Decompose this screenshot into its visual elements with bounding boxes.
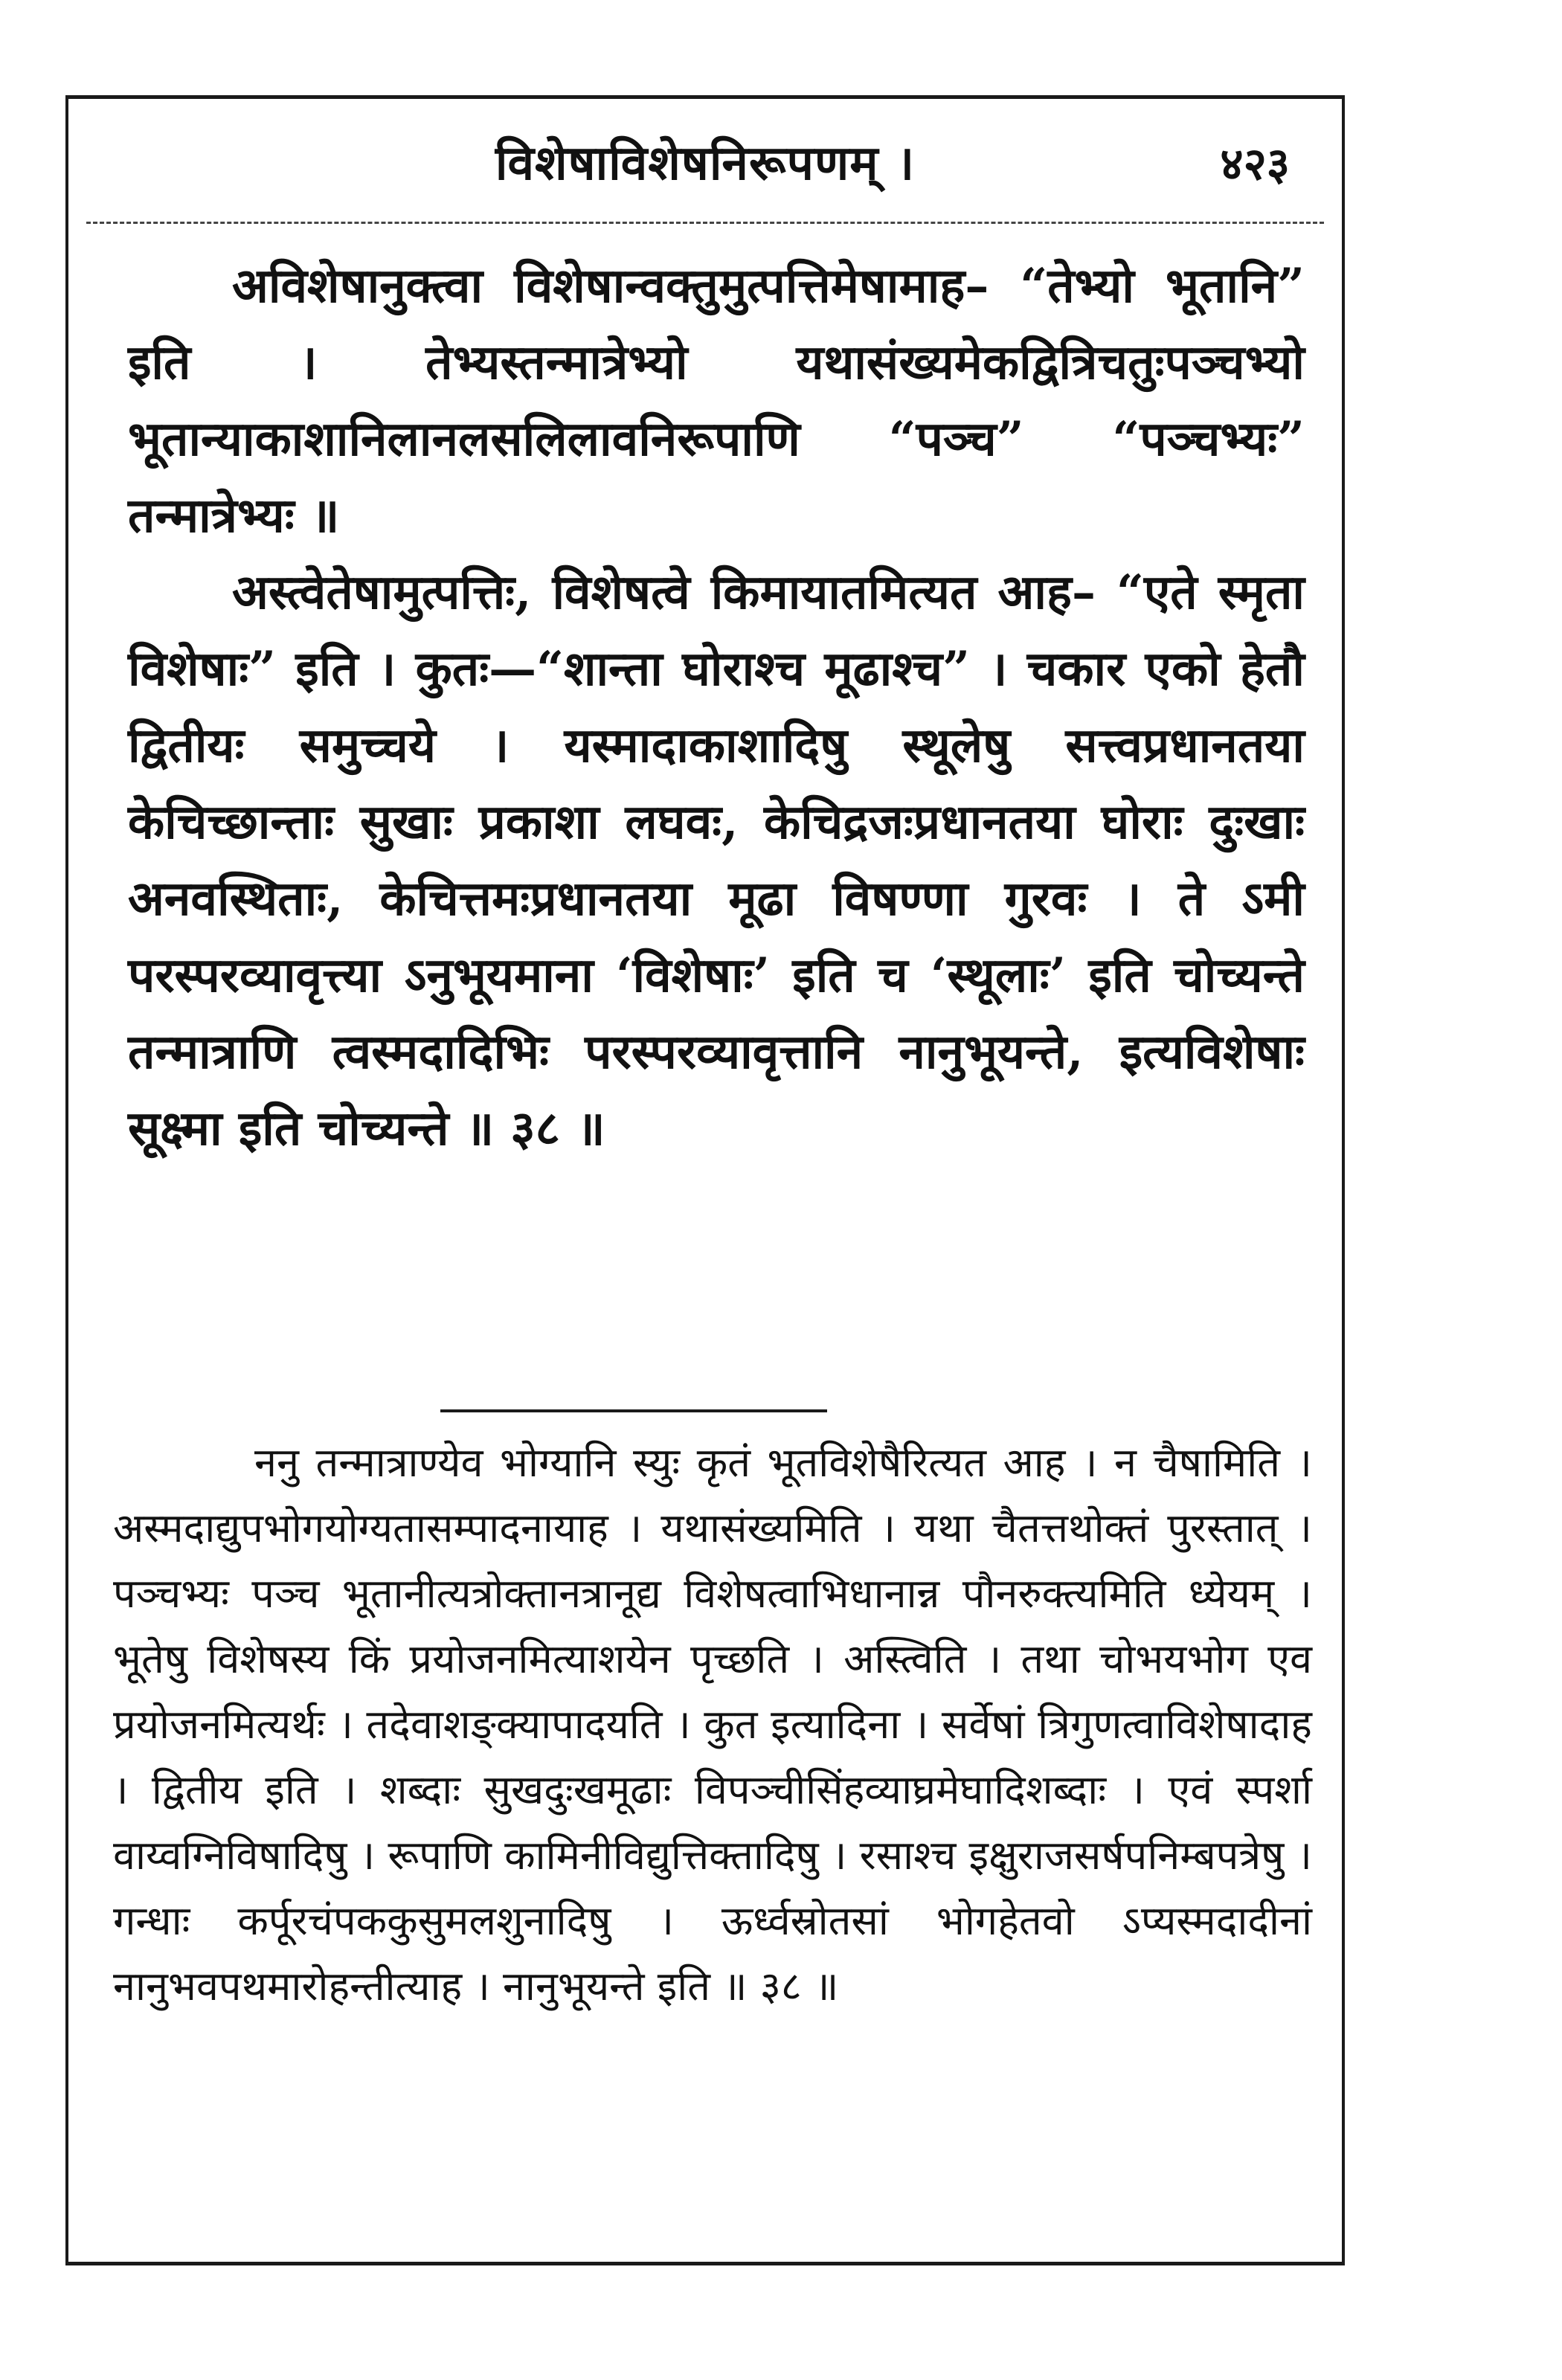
page-header — [68, 114, 1342, 210]
commentary-text — [113, 1430, 1312, 2019]
page-frame — [65, 95, 1345, 2265]
section-divider — [440, 1409, 827, 1412]
header-rule — [86, 222, 1324, 224]
main-text — [128, 248, 1305, 1167]
page-number: ४२३ — [1220, 138, 1290, 190]
main-paragraph-1: अविशेषानुक्त्वा विशेषान्वक्तुमुत्पत्तिमेषामाह– “तेभ्यो भूतानि” इति । तेभ्यस्तन्मात्रेभ्यो यथासंख्यमेकद्वित्रिचतुःपञ्चभ्यो भूतान्याकाशानिलानलसलिलावनिरूपाणि “पञ्च” “पञ्चभ्यः” तन्मात्रेभ्यः ॥ — [128, 258, 1305, 544]
commentary-paragraph: ननु तन्मात्राण्येव भोग्यानि स्युः कृतं भूतविशेषैरित्यत आह । न चैषामिति । अस्मदाद्युपभोगयोग्यतासम्पादनायाह । यथासंख्यमिति । यथा चैतत्तथोक्तं पुरस्तात् । पञ्चभ्यः पञ्च भूतानीत्यत्रोक्तानत्रानूद्य विशेषत्वाभिधानान्न पौनरुक्त्यमिति ध्येयम् । भूतेषु विशेषस्य किं प्रयोजनमित्याशयेन पृच्छति । अस्त्विति । तथा चोभयभोग एव प्रयोजनमित्यर्थः । तदेवाशङ्क्यापादयति । कुत इत्यादिना । सर्वेषां त्रिगुणत्वाविशेषादाह । द्वितीय इति । शब्दाः सुखदुःखमूढाः विपञ्चीसिंहव्याघ्रमेघादिशब्दाः । एवं स्पर्शा वाय्वग्निविषादिषु । रूपाणि कामिनीविद्युत्तिक्तादिषु । रसाश्च इक्षुराजसर्षपनिम्बपत्रेषु । गन्धाः कर्पूरचंपककुसुमलशुनादिषु । ऊर्ध्वस्रोतसां भोगहेतवो ऽप्यस्मदादीनां नानुभवपथमारोहन्तीत्याह । नानुभूयन्ते इति ॥ ३८ ॥ — [113, 1439, 1312, 2010]
main-paragraph-2: अस्त्वेतेषामुत्पत्तिः, विशेषत्वे किमायातमित्यत आह– “एते स्मृता विशेषाः” इति । कुतः—“शान्ता घोराश्च मूढाश्च” । चकार एको हेतौ द्वितीयः समुच्चये । यस्मादाकाशादिषु स्थूलेषु सत्त्वप्रधानतया केचिच्छान्ताः सुखाः प्रकाशा लघवः, केचिद्रजःप्रधानतया घोराः दुःखाः अनवस्थिताः, केचित्तमःप्रधानतया मूढा विषण्णा गुरवः । ते ऽमी परस्परव्यावृत्त्या ऽनुभूयमाना ‘विशेषाः’ इति च ‘स्थूलाः’ इति चोच्यन्ते तन्मात्राणि त्वस्मदादिभिः परस्परव्यावृत्तानि नानुभूयन्ते, इत्यविशेषाः सूक्ष्मा इति चोच्यन्ते ॥ ३८ ॥ — [128, 565, 1305, 1157]
running-title: विशेषाविशेषनिरूपणम् । — [495, 135, 916, 191]
